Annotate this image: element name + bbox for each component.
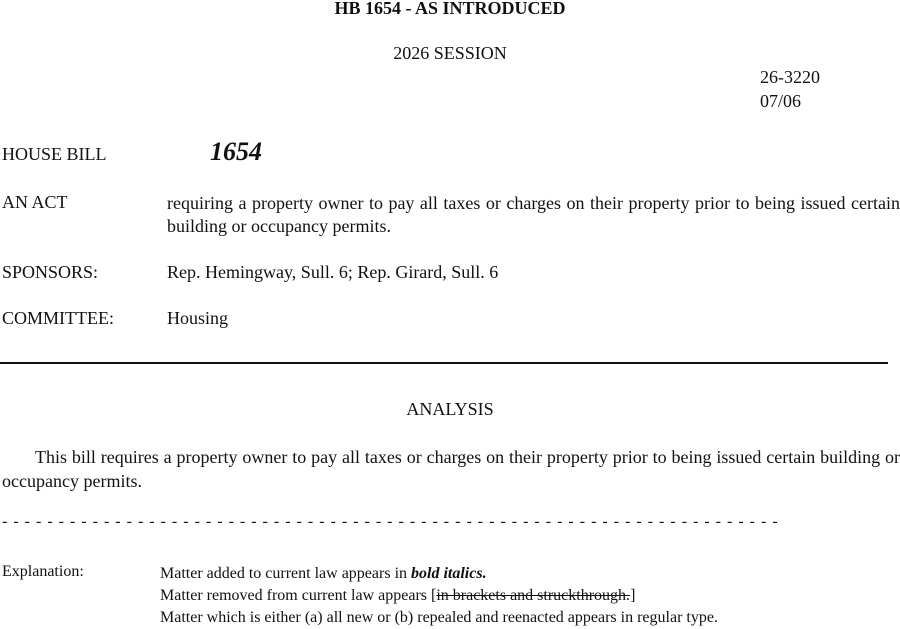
analysis-body: This bill requires a property owner to pay all taxes or charges on their property prior to being issued certain building or occupancy permits. <box>2 447 900 491</box>
act-label: AN ACT <box>2 192 68 212</box>
explanation-removed-text: Matter removed from current law appears [ <box>160 587 437 604</box>
bold-italics-sample: bold italics. <box>411 565 487 582</box>
horizontal-rule <box>0 362 888 364</box>
sponsors-label: SPONSORS: <box>2 262 99 282</box>
explanation-line-regular: Matter which is either (a) all new or (b) repealed and reenacted appears in regular type. <box>160 609 718 626</box>
version-date: 07/06 <box>760 91 802 111</box>
committee-text: Housing <box>167 308 229 328</box>
act-description: requiring a property owner to pay all taxes or charges on their property prior to being issued certain building or occupancy permits. <box>167 193 900 236</box>
explanation-line-added <box>160 563 718 585</box>
struckthrough-sample: in brackets and struckthrough. <box>436 587 631 604</box>
house-bill-label: HOUSE BILL <box>2 144 107 164</box>
committee-label: COMMITTEE: <box>2 308 114 328</box>
explanation-added-text: Matter added to current law appears in <box>160 565 412 582</box>
bill-header-title: HB 1654 - AS INTRODUCED <box>334 0 566 18</box>
analysis-heading: ANALYSIS <box>406 399 494 419</box>
sponsors-text: Rep. Hemingway, Sull. 6; Rep. Girard, Sull. 6 <box>167 262 499 282</box>
lsr-number: 26-3220 <box>760 67 820 87</box>
explanation-line-removed <box>160 585 718 607</box>
explanation-label: Explanation: <box>2 563 84 580</box>
session-label: 2026 SESSION <box>393 43 507 63</box>
dashed-separator: - - - - - - - - - - - - - - - - - - - - - - - - - - - - - - - - - - - - - - - - - - - - - - - - - - - - - - - - - - - - - - - - - - - - - <box>2 513 779 530</box>
explanation-lines <box>160 563 718 629</box>
closing-bracket: ] <box>630 587 636 604</box>
house-bill-number: 1654 <box>210 137 262 166</box>
